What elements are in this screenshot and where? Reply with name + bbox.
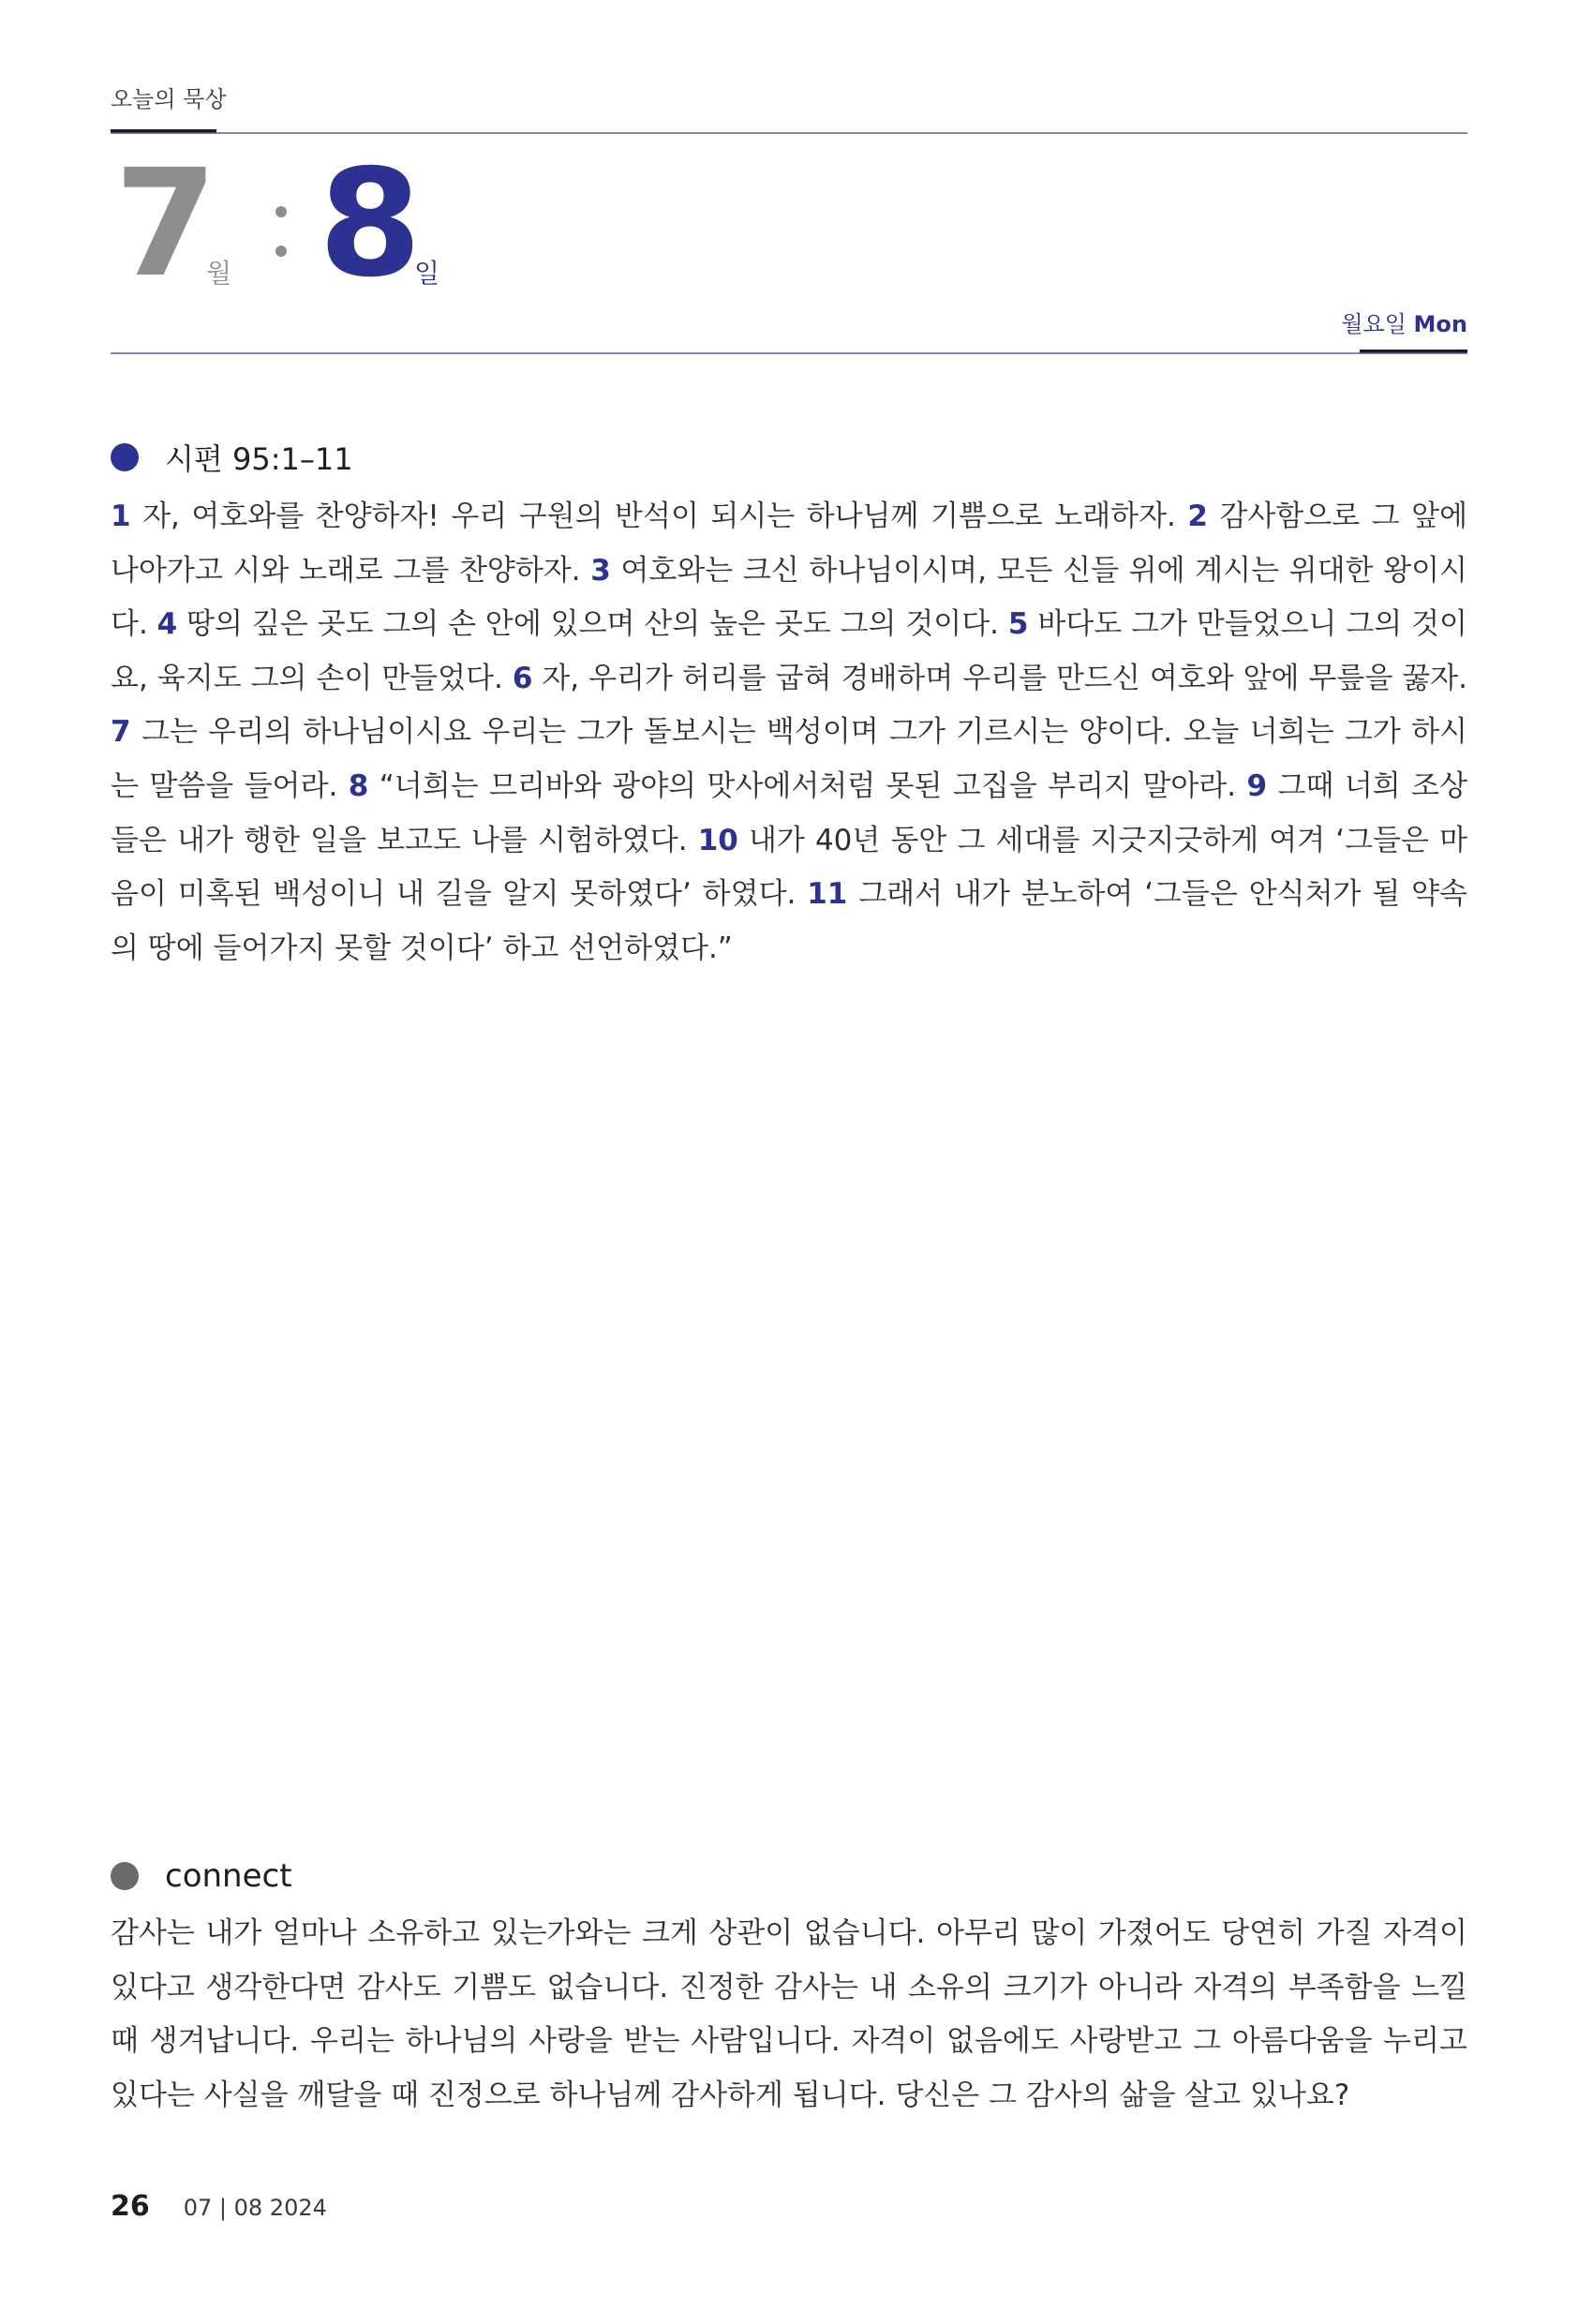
verse-text: 그때 너희 조상들은 내가 행한 일을 보고도 나를 시험하였다.: [111, 768, 1468, 857]
header-divider: [111, 132, 1467, 134]
month-number: 7: [114, 138, 214, 310]
bullet-dot-icon: [111, 443, 139, 471]
verse-text: 자, 여호와를 찬양하자! 우리 구원의 반석이 되시는 하나님께 기쁨으로 노래하자.: [142, 499, 1176, 533]
verse-number: 7: [111, 715, 131, 750]
scripture-reference: 시편 95:1–11: [165, 441, 353, 477]
page-footer: [111, 2190, 327, 2223]
date-separator-dot-bottom: [275, 246, 287, 257]
verse-number: 3: [590, 553, 611, 588]
issue-date: 07 | 08 2024: [183, 2195, 327, 2221]
verse-number: 4: [156, 607, 178, 642]
verse-number: 1: [111, 499, 131, 533]
scripture-body: [111, 490, 1467, 976]
verse-text: 그래서 내가 분노하여 ‘그들은 안식처가 될 약속의 땅에 들어가지 못할 것이다’ 하고 선언하였다.”: [111, 877, 1468, 965]
verse-text: 여호와는 크신 하나님이시며, 모든 신들 위에 계시는 위대한 왕이시다.: [111, 553, 1467, 642]
day-number: 8: [319, 138, 418, 310]
verse-number: 11: [807, 877, 848, 912]
month-unit: 월: [206, 258, 232, 289]
verse-text: 내가 40년 동안 그 세대를 지긋지긋하게 여겨 ‘그들은 마음이 미혹된 백성이니 내 길을 알지 못하였다’ 하였다.: [111, 823, 1468, 912]
weekday-english: Mon: [1413, 311, 1467, 337]
verse-number: 6: [512, 661, 533, 695]
verse-number: 2: [1187, 499, 1208, 533]
verse-number: 5: [1007, 607, 1029, 642]
bullet-dot-icon: [111, 1862, 139, 1890]
date-separator-dot-top: [275, 206, 287, 217]
verse-number: 9: [1246, 768, 1268, 803]
verse-text: 바다도 그가 만들었으니 그의 것이요, 육지도 그의 손이 만들었다.: [111, 607, 1467, 695]
day-unit: 일: [414, 258, 440, 289]
connect-heading: [111, 1857, 292, 1895]
verse-number: 8: [348, 768, 369, 803]
verse-text: 땅의 깊은 곳도 그의 손 안에 있으며 산의 높은 곳도 그의 것이다.: [186, 607, 1000, 642]
scripture-heading: [111, 436, 353, 479]
verse-text: 그는 우리의 하나님이시요 우리는 그가 돌보시는 백성이며 그가 기르시는 양이다. 오늘 너희는 그가 하시는 말씀을 들어라.: [111, 715, 1468, 803]
verse-text: 감사함으로 그 앞에 나아가고 시와 노래로 그를 찬양하자.: [111, 499, 1468, 588]
connect-title: connect: [165, 1857, 292, 1895]
connect-body: 감사는 내가 얼마나 소유하고 있는가와는 크게 상관이 없습니다. 아무리 많이 가졌어도 당연히 가질 자격이 있다고 생각한다면 감사도 기쁨도 없습니다. 진정한 감사는 내 소유의 크기가 아니라 자격의 부족함을 느낄 때 생겨납니다. 우리는 하나님의 사랑을 받는 사람입니다. 자격이 없음에도 사랑받고 그 아름다움을 누리고 있다는 사실을 깨달을 때 진정으로 하나님께 감사하게 됩니다. 당신은 그 감사의 삶을 살고 있나요?: [111, 1916, 1467, 2112]
verse-number: 10: [697, 823, 738, 857]
page-number: 26: [111, 2190, 150, 2223]
verse-text: “너희는 므리바와 광야의 맛사에서처럼 못된 고집을 부리지 말아라.: [379, 768, 1237, 803]
weekday: [1341, 305, 1467, 338]
date-divider: [111, 352, 1467, 354]
verse-text: 자, 우리가 허리를 굽혀 경배하며 우리를 만드신 여호와 앞에 무릎을 꿇자.: [542, 661, 1467, 695]
weekday-korean: 월요일: [1341, 311, 1407, 337]
section-label: 오늘의 묵상: [111, 86, 227, 112]
